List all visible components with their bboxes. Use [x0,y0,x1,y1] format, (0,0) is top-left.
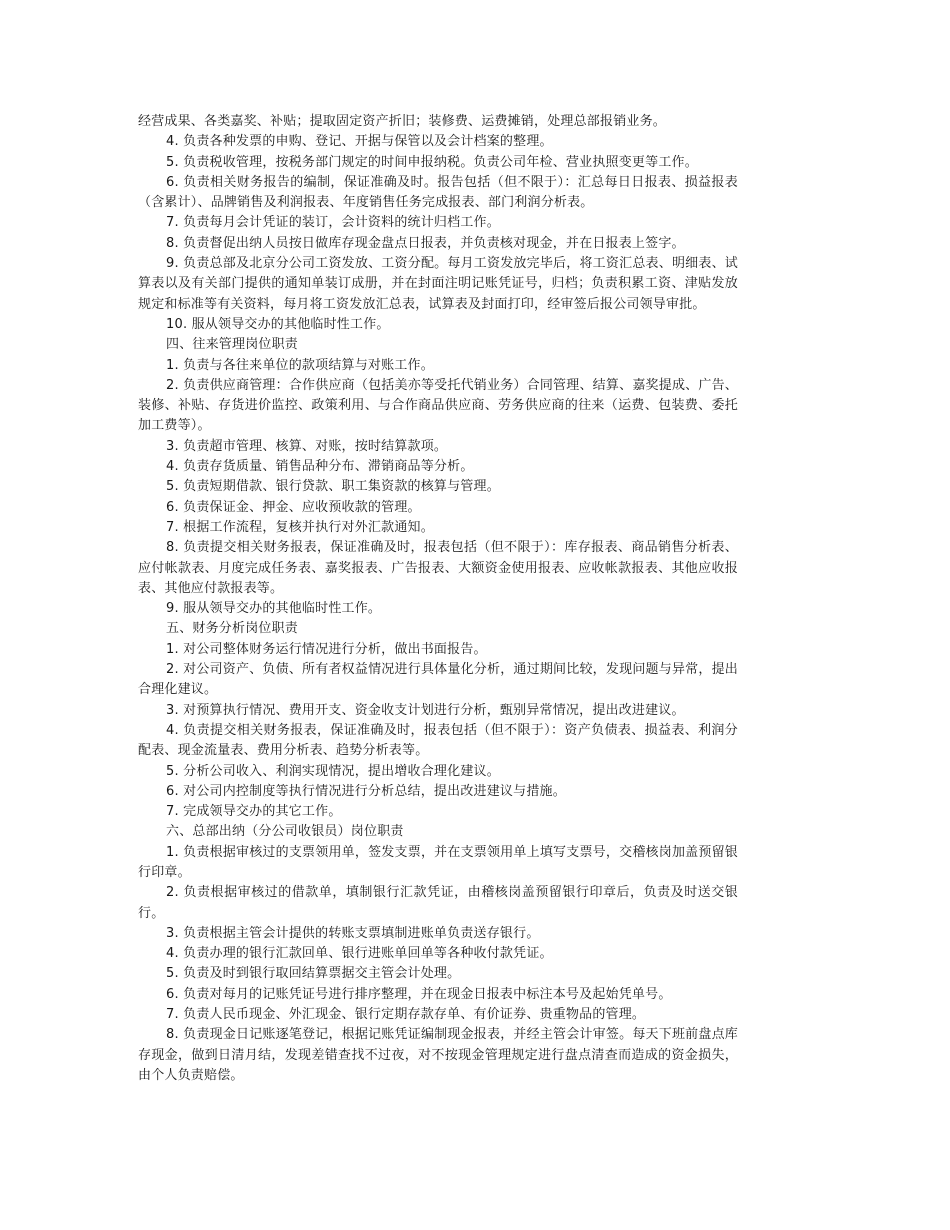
duty-item: 1. 负责与各往来单位的款项结算与对账工作。 [166,357,434,373]
duty-item: 7. 根据工作流程，复核并执行对外汇款通知。 [166,519,434,535]
duty-item: 6. 负责保证金、押金、应收预收款的管理。 [166,499,421,515]
duty-item: 3. 负责根据主管会计提供的转账支票填制进账单负责送存银行。 [166,925,540,941]
duty-item: 3. 负责超市管理、核算、对账，按时结算款项。 [166,438,448,454]
duty-item: 4. 负责存货质量、销售品种分布、滞销商品等分析。 [166,459,474,475]
duty-item: 5. 负责及时到银行取回结算票据交主管会计处理。 [166,966,461,982]
duty-item: 3. 对预算执行情况、费用开支、资金收支计划进行分析，甄别异常情况，提出改进建议。 [166,702,685,718]
section-heading: 六、总部出纳（分公司收银员）岗位职责 [166,824,404,840]
duty-item: 4. 负责各种发票的申购、登记、开据与保管以及会计档案的整理。 [166,134,553,150]
duty-item: 1. 对公司整体财务运行情况进行分析，做出书面报告。 [166,641,487,657]
document-body [138,112,738,1086]
section-heading: 五、财务分析岗位职责 [166,621,299,637]
duty-item: 2. 负责供应商管理：合作供应商（包括美亦等受托代销业务）合同管理、结算、嘉奖提成、广告、装修、补贴、存货进价监控、政策利用、与合作商品供应商、劳务供应商的往来（运费、包装费、委托加工费等）。 [138,377,738,434]
duty-item: 1. 负责根据审核过的支票领用单，签发支票，并在支票领用单上填写支票号，交稽核岗加盖预留银行印章。 [138,844,738,880]
duty-item: 6. 对公司内控制度等执行情况进行分析总结，提出改进建议与措施。 [166,783,566,799]
duty-item: 7. 完成领导交办的其它工作。 [166,804,342,820]
duty-item: 7. 负责人民币现金、外汇现金、银行定期存款存单、有价证券、贵重物品的管理。 [166,1007,646,1023]
duty-item: 5. 负责税收管理，按税务部门规定的时间申报纳税。负责公司年检、营业执照变更等工作。 [166,154,698,170]
duty-item: 5. 分析公司收入、利润实现情况，提出增收合理化建议。 [166,763,500,779]
duty-item: 10. 服从领导交办的其他临时性工作。 [166,316,390,332]
duty-item: 8. 负责现金日记账逐笔登记，根据记账凭证编制现金报表，并经主管会计审签。每天下班前盘点库存现金，做到日清月结，发现差错查找不过夜，对不按现金管理规定进行盘点清查而造成的资金损失，由个人负责赔偿。 [138,1027,738,1083]
duty-item: 5. 负责短期借款、银行贷款、职工集资款的核算与管理。 [166,479,500,495]
duty-item: 6. 负责对每月的记账凭证号进行排序整理，并在现金日报表中标注本号及起始凭单号。 [166,986,672,1002]
paragraph-continuation: 经营成果、各类嘉奖、补贴；提取固定资产折旧；装修费、运费摊销，处理总部报销业务。 [138,114,667,129]
duty-item: 9. 服从领导交办的其他临时性工作。 [166,601,382,617]
duty-item: 4. 负责办理的银行汇款回单、银行进账单回单等各种收付款凭证。 [166,946,553,962]
duty-item: 2. 对公司资产、负债、所有者权益情况进行具体量化分析，通过期间比较，发现问题与异常，提出合理化建议。 [138,662,738,698]
duty-item: 7. 负责每月会计凭证的装订，会计资料的统计归档工作。 [166,215,500,231]
duty-item: 2. 负责根据审核过的借款单，填制银行汇款凭证，由稽核岗盖预留银行印章后，负责及时送交银行。 [138,885,738,921]
section-heading: 四、往来管理岗位职责 [166,337,299,353]
duty-item: 8. 负责提交相关财务报表，保证准确及时，报表包括（但不限于）：库存报表、商品销售分析表、应付帐款表、月度完成任务表、嘉奖报表、广告报表、大额资金使用报表、应收帐款报表、其他应收报表、其他应付款报表等。 [138,540,738,596]
duty-item: 4. 负责提交相关财务报表，保证准确及时，报表包括（但不限于）：资产负债表、损益表、利润分配表、现金流量表、费用分析表、趋势分析表等。 [138,722,738,759]
duty-item: 8. 负责督促出纳人员按日做库存现金盘点日报表，并负责核对现金，并在日报表上签字。 [166,235,685,251]
duty-item: 6. 负责相关财务报告的编制，保证准确及时。报告包括（但不限于）：汇总每日日报表、损益报表（含累计）、品牌销售及利润报表、年度销售任务完成报表、部门利润分析表。 [138,174,738,211]
duty-item: 9. 负责总部及北京分公司工资发放、工资分配。每月工资发放完毕后，将工资汇总表、明细表、试算表以及有关部门提供的通知单装订成册，并在封面注明记账凭证号，归档；负责积累工资、津贴发放规定和标准等有关资料，每月将工资发放汇总表，试算表及封面打印，经审签后报公司领导审批。 [138,256,738,312]
